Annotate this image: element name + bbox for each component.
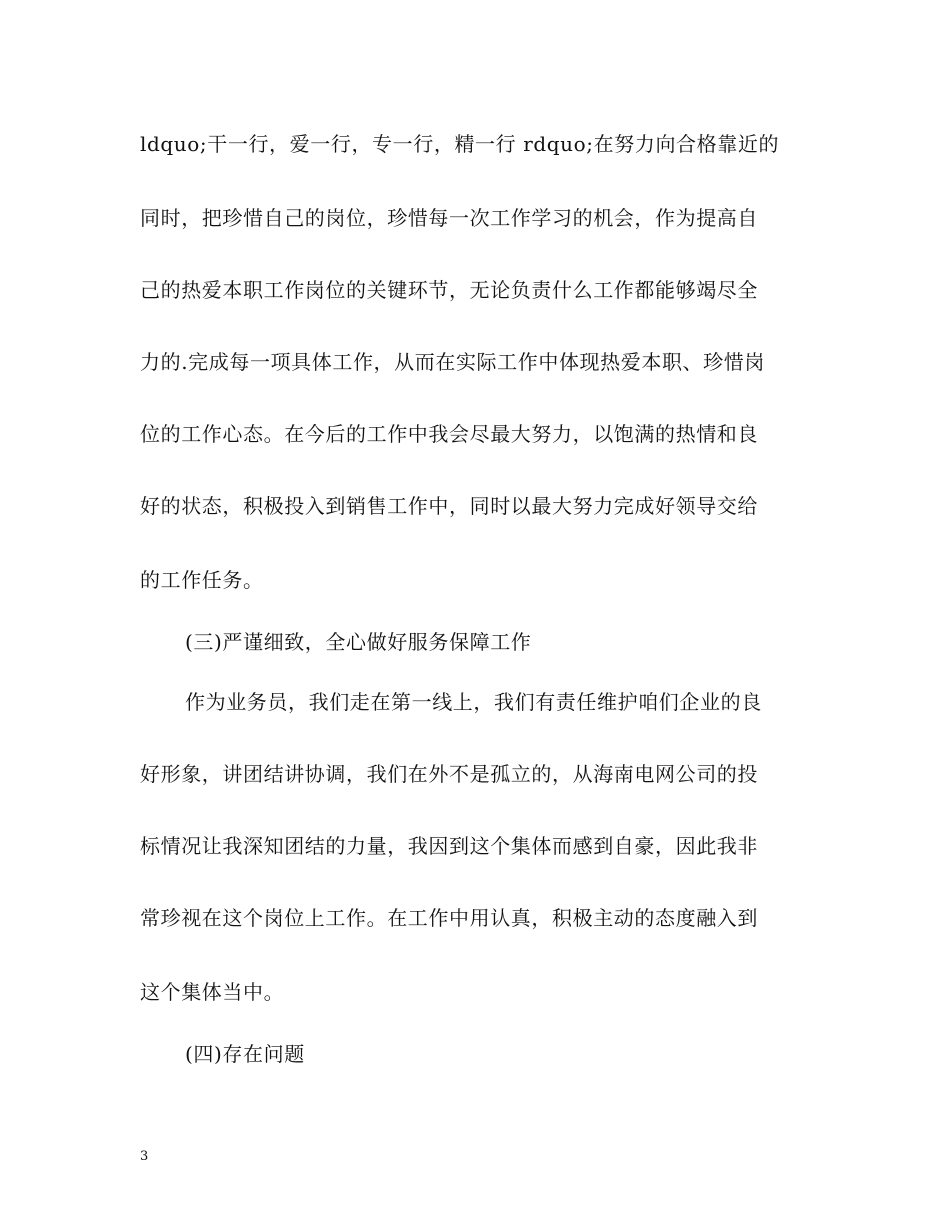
section-heading: (三)严谨细致，全心做好服务保障工作 [185,630,532,654]
paragraph-line: 位的工作心态。在今后的工作中我会尽最大努力，以饱满的热情和良 [140,422,758,446]
paragraph-line: 己的热爱本职工作岗位的关键环节，无论负责什么工作都能够竭尽全 [140,278,758,302]
paragraph-line: 作为业务员，我们走在第一线上，我们有责任维护咱们企业的良 [185,690,762,714]
paragraph-line: 标情况让我深知团结的力量，我因到这个集体而感到自豪，因此我非 [140,834,758,858]
paragraph-line: 常珍视在这个岗位上工作。在工作中用认真，积极主动的态度融入到 [140,906,758,930]
paragraph-line: 同时，把珍惜自己的岗位，珍惜每一次工作学习的机会，作为提高自 [140,206,758,230]
paragraph-line: 力的.完成每一项具体工作，从而在实际工作中体现热爱本职、珍惜岗 [140,350,765,374]
page-number: 3 [140,1149,149,1164]
paragraph-line: 这个集体当中。 [140,980,285,1004]
paragraph-line: 好的状态，积极投入到销售工作中，同时以最大努力完成好领导交给 [140,494,758,518]
paragraph-line: ldquo;干一行，爱一行，专一行，精一行 rdquo;在努力向合格靠近的 [140,132,780,156]
paragraph-line: 的工作任务。 [140,568,264,592]
section-heading: (四)存在问题 [185,1042,305,1066]
paragraph-line: 好形象，讲团结讲协调，我们在外不是孤立的，从海南电网公司的投 [140,762,758,786]
